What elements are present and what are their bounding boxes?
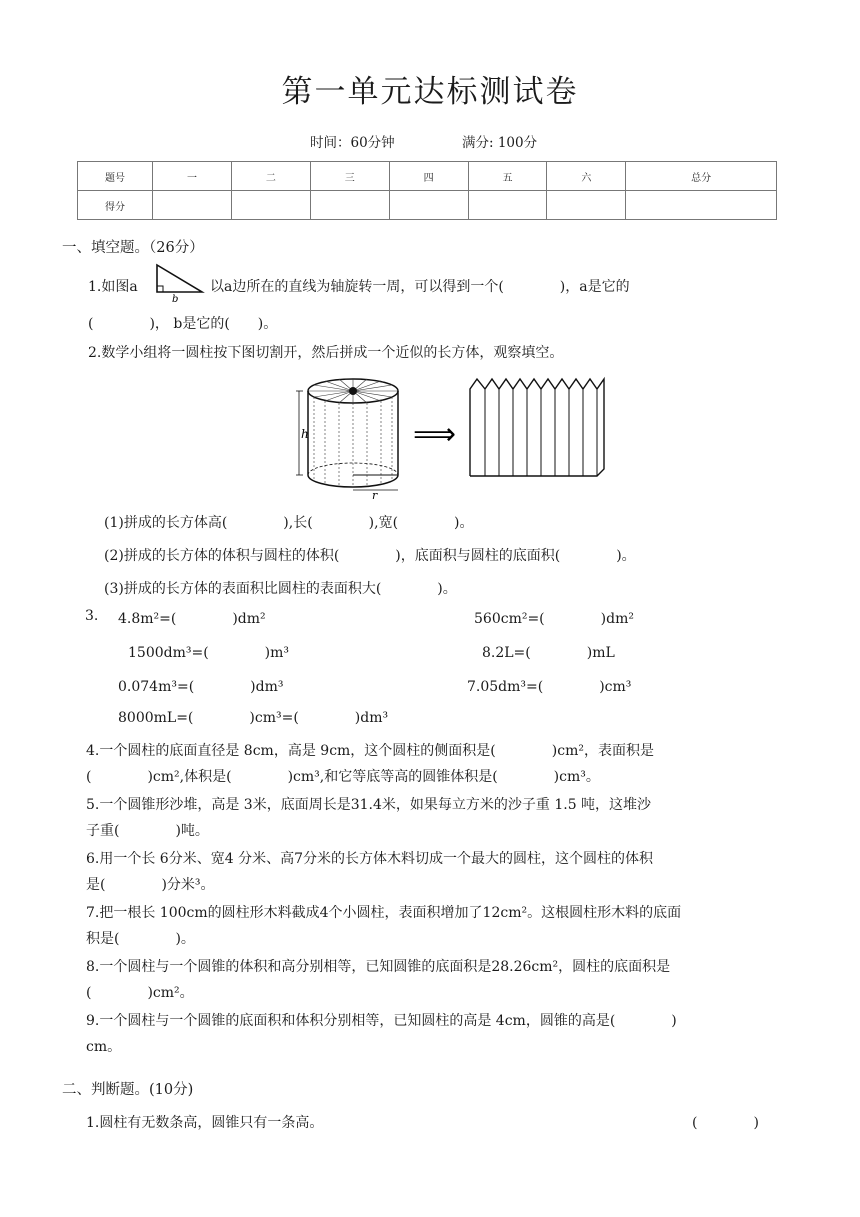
cylinder-cut-figure bbox=[295, 372, 615, 500]
score-cell[interactable] bbox=[153, 191, 232, 220]
score-cell[interactable] bbox=[547, 191, 626, 220]
score-table-score-row bbox=[78, 191, 777, 220]
q3-item-c: 1500dm³=( )m³ bbox=[128, 645, 290, 661]
q3-number: 3. bbox=[85, 608, 99, 624]
score-cell[interactable] bbox=[626, 191, 777, 220]
q2-text: 2.数学小组将一圆柱按下图切割开，然后拼成一个近似的长方体，观察填空。 bbox=[88, 345, 564, 361]
q8-line1: 8.一个圆柱与一个圆锥的体积和高分别相等，已知圆锥的底面积是28.26cm²，圆柱的底面积是 bbox=[86, 959, 671, 975]
time-label: 时间：60分钟 bbox=[310, 135, 395, 151]
judge-q1-answer-blank[interactable]: ( ) bbox=[692, 1115, 759, 1131]
q7-line1: 7.把一根长 100cm的圆柱形木料截成4个小圆柱，表面积增加了12cm²。这根圆柱形木料的底面 bbox=[86, 905, 682, 921]
radius-r-label: r bbox=[372, 489, 378, 500]
q9-line1: 9.一个圆柱与一个圆锥的底面积和体积分别相等，已知圆柱的高是 4cm，圆锥的高是( ) bbox=[86, 1013, 677, 1029]
score-table-header-cell: 五 bbox=[468, 162, 547, 191]
right-triangle-figure bbox=[154, 262, 206, 302]
q6-line1: 6.用一个长 6分米、宽4 分米、高7分米的长方体木料切成一个最大的圆柱，这个圆柱的体积 bbox=[86, 851, 653, 867]
q1-text-start: 1.如图a bbox=[88, 279, 138, 295]
q2-sub3: (3)拼成的长方体的表面积比圆柱的表面积大( )。 bbox=[104, 581, 457, 597]
full-score-label: 满分: 100分 bbox=[462, 135, 538, 151]
score-table-header-cell: 一 bbox=[153, 162, 232, 191]
q1-text-end: 以a边所在的直线为轴旋转一周，可以得到一个( )，a是它的 bbox=[210, 279, 630, 295]
page-title: 第一单元达标测试卷 bbox=[281, 74, 579, 110]
score-table-header-cell: 六 bbox=[547, 162, 626, 191]
score-table-header-cell: 总分 bbox=[626, 162, 777, 191]
q4-line1: 4.一个圆柱的底面直径是 8cm，高是 9cm，这个圆柱的侧面积是( )cm²，表面积是 bbox=[86, 743, 654, 759]
q3-item-d: 8.2L=( )mL bbox=[482, 645, 615, 661]
triangle-b-label: b bbox=[172, 294, 179, 302]
transform-arrow-icon: ⟹ bbox=[413, 417, 457, 452]
score-table-row-label: 得分 bbox=[78, 191, 153, 220]
q5-line1: 5.一个圆锥形沙堆，高是 3米，底面周长是31.4米，如果每立方米的沙子重 1.5 吨，这堆沙 bbox=[86, 797, 652, 813]
score-cell[interactable] bbox=[468, 191, 547, 220]
q3-item-f: 7.05dm³=( )cm³ bbox=[467, 679, 632, 695]
score-cell[interactable] bbox=[310, 191, 389, 220]
q3-item-g: 8000mL=( )cm³=( )dm³ bbox=[118, 710, 389, 726]
q3-item-a: 4.8m²=( )dm² bbox=[118, 611, 266, 627]
q6-line2: 是( )分米³。 bbox=[86, 877, 215, 893]
q3-item-b: 560cm²=( )dm² bbox=[474, 611, 634, 627]
score-cell[interactable] bbox=[231, 191, 310, 220]
q4-line2: ( )cm²,体积是( )cm³,和它等底等高的圆锥体积是( )cm³。 bbox=[86, 769, 600, 785]
score-table-header-cell: 四 bbox=[389, 162, 468, 191]
score-table-header-cell: 二 bbox=[231, 162, 310, 191]
q7-line2: 积是( )。 bbox=[86, 931, 195, 947]
q8-line2: ( )cm²。 bbox=[86, 985, 194, 1001]
q2-sub1: (1)拼成的长方体高( ),长( ),宽( )。 bbox=[104, 515, 474, 531]
q9-line2: cm。 bbox=[86, 1039, 122, 1055]
height-h-label: h bbox=[301, 427, 309, 441]
q1-line2: ( )， b是它的( )。 bbox=[88, 316, 278, 332]
score-table-header-cell: 题号 bbox=[78, 162, 153, 191]
section2-heading: 二、判断题。(10分) bbox=[62, 1082, 194, 1098]
q5-line2: 子重( )吨。 bbox=[86, 823, 209, 839]
judge-q1-text: 1.圆柱有无数条高，圆锥只有一条高。 bbox=[86, 1115, 324, 1131]
q3-item-e: 0.074m³=( )dm³ bbox=[118, 679, 284, 695]
section1-heading: 一、填空题。（26分） bbox=[62, 240, 204, 256]
score-cell[interactable] bbox=[389, 191, 468, 220]
score-table-header-row bbox=[78, 162, 777, 191]
score-table bbox=[77, 161, 777, 220]
q2-sub2: (2)拼成的长方体的体积与圆柱的体积( )，底面积与圆柱的底面积( )。 bbox=[104, 548, 636, 564]
score-table-header-cell: 三 bbox=[310, 162, 389, 191]
